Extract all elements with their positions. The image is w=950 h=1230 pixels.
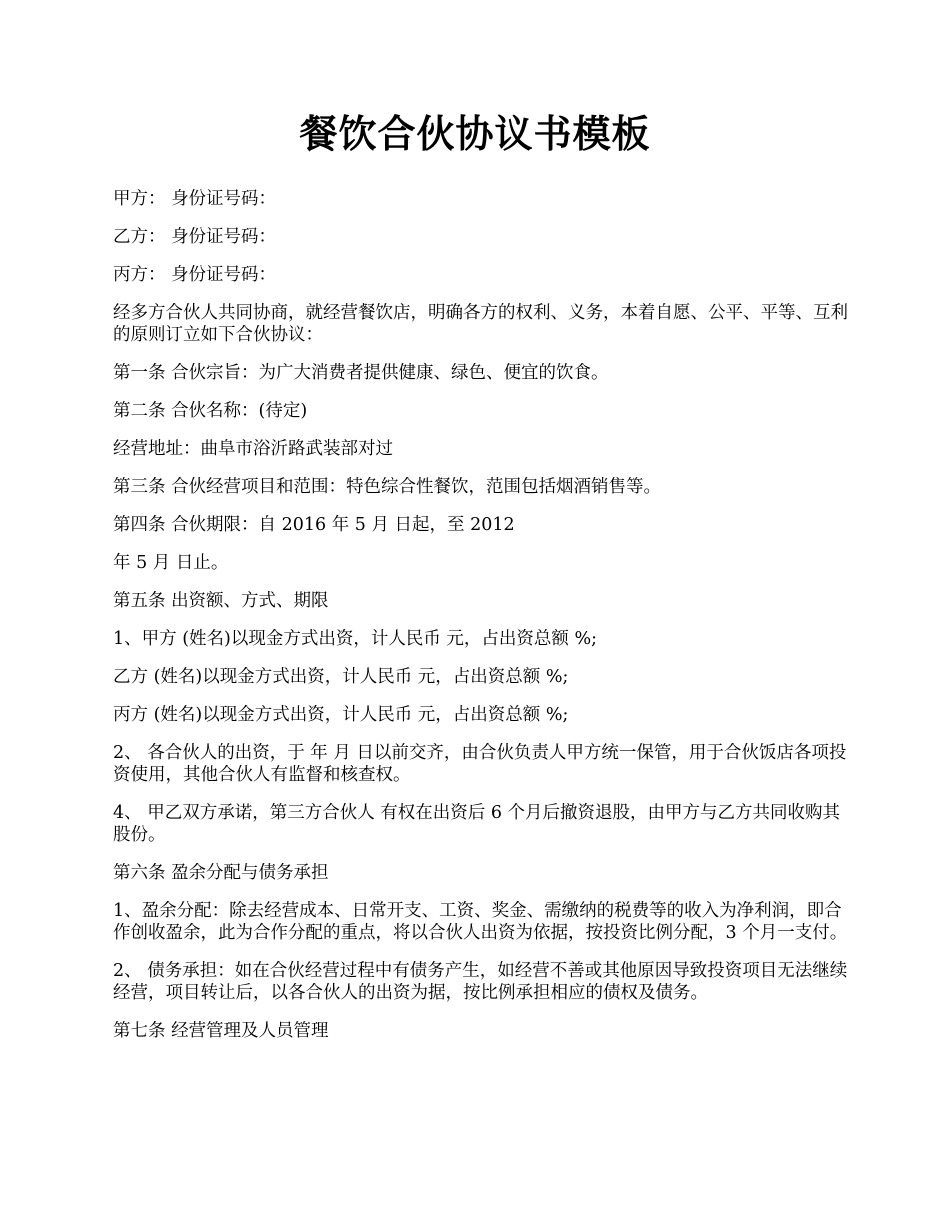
article-3-scope: 第三条 合伙经营项目和范围：特色综合性餐饮，范围包括烟酒销售等。 — [113, 477, 662, 497]
debt-liability: 2、 债务承担：如在合伙经营过程中有债务产生，如经营不善或其他原因导致投资项目无法继续经营，项目转让后，以各合伙人的出资为据，按比例承担相应的债权及债务。 — [113, 961, 848, 1003]
article-1-purpose: 第一条 合伙宗旨：为广大消费者提供健康、绿色、便宜的饮食。 — [113, 363, 609, 383]
article-4-term-end: 年 5 月 日止。 — [113, 553, 229, 573]
contribution-party-a: 1、甲方 (姓名)以现金方式出资，计人民币 元，占出资总额 %; — [113, 629, 597, 649]
profit-distribution: 1、盈余分配：除去经营成本、日常开支、工资、奖金、需缴纳的税费等的收入为净利润，即合作创收盈余，此为合作分配的重点，将以合伙人出资为依据，按投资比例分配，3 个月一支付。 — [113, 901, 848, 943]
contribution-party-b: 乙方 (姓名)以现金方式出资，计人民币 元，占出资总额 %; — [113, 667, 569, 687]
business-address: 经营地址：曲阜市浴沂路武装部对过 — [113, 439, 393, 459]
contribution-party-c: 丙方 (姓名)以现金方式出资，计人民币 元，占出资总额 %; — [113, 705, 569, 725]
article-4-term-start: 第四条 合伙期限：自 2016 年 5 月 日起，至 2012 — [113, 515, 515, 535]
party-a-line: 甲方： 身份证号码： — [113, 189, 277, 209]
document-title: 餐饮合伙协议书模板 — [299, 111, 651, 156]
party-b-line: 乙方： 身份证号码： — [113, 227, 277, 247]
article-7-heading: 第七条 经营管理及人员管理 — [113, 1021, 329, 1041]
party-c-line: 丙方： 身份证号码： — [113, 265, 277, 285]
article-2-name: 第二条 合伙名称：(待定) — [113, 401, 308, 421]
article-6-heading: 第六条 盈余分配与债务承担 — [113, 863, 329, 883]
withdrawal-clause: 4、 甲乙双方承诺，第三方合伙人 有权在出资后 6 个月后撤资退股，由甲方与乙方共同收购其股份。 — [113, 803, 841, 845]
article-5-heading: 第五条 出资额、方式、期限 — [113, 591, 329, 611]
contribution-deadline: 2、 各合伙人的出资，于 年 月 日以前交齐，由合伙负责人甲方统一保管，用于合伙饭店各项投资使用，其他合伙人有监督和核查权。 — [113, 743, 847, 785]
preamble-paragraph: 经多方合伙人共同协商，就经营餐饮店，明确各方的权利、义务，本着自愿、公平、平等、互利的原则订立如下合伙协议： — [113, 303, 848, 345]
